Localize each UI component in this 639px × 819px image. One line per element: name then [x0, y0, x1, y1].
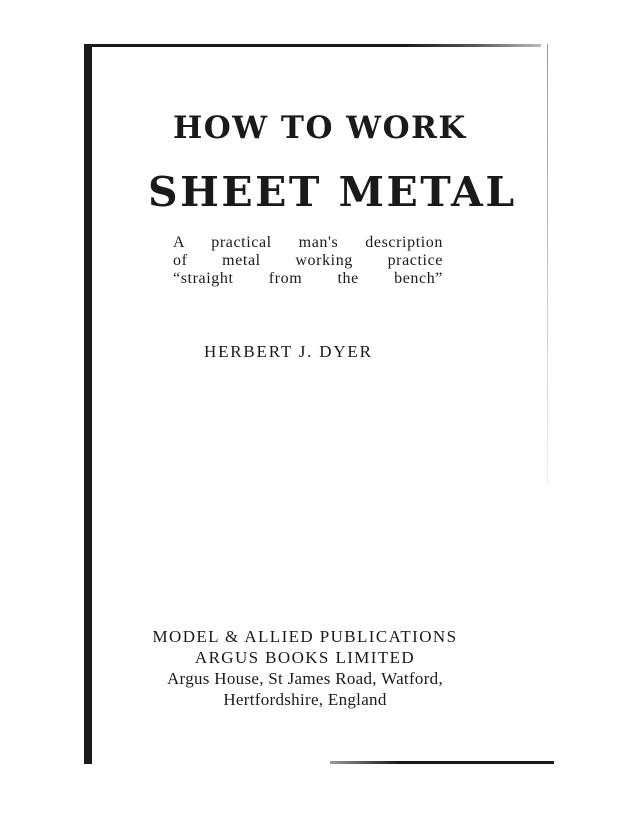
publisher-name-line-1: MODEL & ALLIED PUBLICATIONS: [152, 627, 458, 646]
title-line-1: HOW TO WORK: [173, 110, 467, 146]
author-name: HERBERT J. DYER: [204, 342, 373, 361]
subtitle-line-3: “straight from the bench”: [173, 270, 443, 287]
scan-left-edge: [84, 44, 92, 764]
scan-right-edge: [547, 44, 548, 484]
subtitle-line-1: A practical man's description: [173, 234, 443, 251]
subtitle: [173, 234, 443, 288]
scan-bottom-edge: [330, 761, 554, 764]
publisher-block: [140, 626, 470, 710]
scan-top-edge: [86, 44, 541, 47]
subtitle-line-2: of metal working practice: [173, 252, 443, 269]
publisher-address-line-1: Argus House, St James Road, Watford,: [166, 669, 444, 688]
title-line-2: SHEET METAL: [148, 168, 517, 216]
publisher-name-line-2: ARGUS BOOKS LIMITED: [194, 648, 416, 667]
publisher-address-line-2: Hertfordshire, England: [223, 690, 387, 709]
